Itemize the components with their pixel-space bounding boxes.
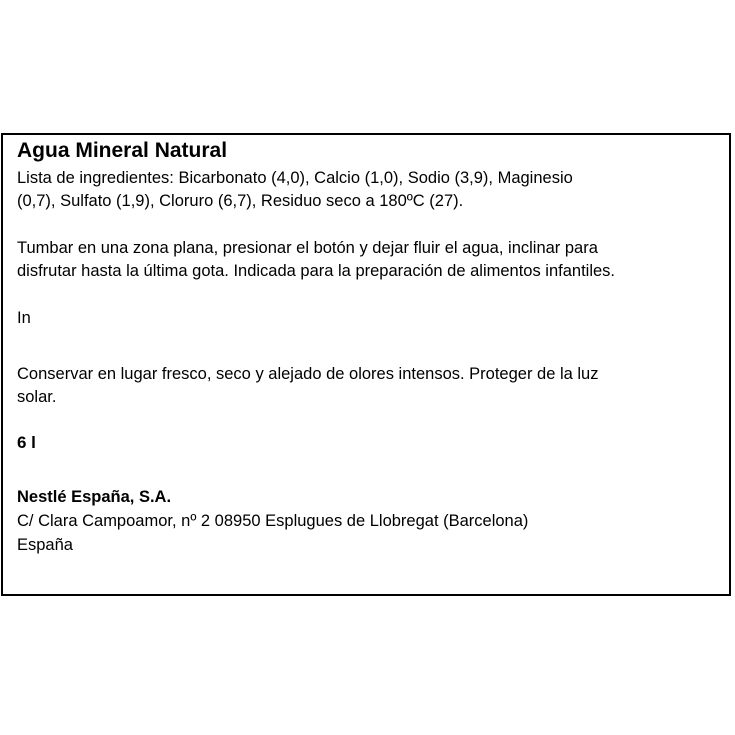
manufacturer-name: Nestlé España, S.A.	[17, 488, 172, 506]
storage-line-1: Conservar en lugar fresco, seco y alejado de olores intensos. Proteger de la luz	[17, 365, 599, 383]
net-quantity: 6 l	[17, 433, 36, 452]
ingredients-line-1: Lista de ingredientes: Bicarbonato (4,0), Calcio (1,0), Sodio (3,9), Maginesio	[17, 169, 573, 187]
usage-instructions	[17, 237, 615, 283]
product-label-panel	[1, 133, 731, 596]
instructions-line-2: disfrutar hasta la última gota. Indicada para la preparación de alimentos infantiles.	[17, 262, 616, 280]
ingredients-list	[17, 167, 573, 213]
manufacturer-address: C/ Clara Campoamor, nº 2 08950 Esplugues de Llobregat (Barcelona)	[17, 512, 529, 530]
other-info: In	[17, 309, 31, 327]
ingredients-line-2: (0,7), Sulfato (1,9), Cloruro (6,7), Residuo seco a 180ºC (27).	[17, 192, 464, 210]
storage-line-2: solar.	[17, 388, 57, 406]
manufacturer-country: España	[17, 536, 73, 554]
instructions-line-1: Tumbar en una zona plana, presionar el botón y dejar fluir el agua, inclinar para	[17, 239, 598, 257]
storage-instructions	[17, 363, 599, 409]
product-title: Agua Mineral Natural	[17, 139, 228, 162]
